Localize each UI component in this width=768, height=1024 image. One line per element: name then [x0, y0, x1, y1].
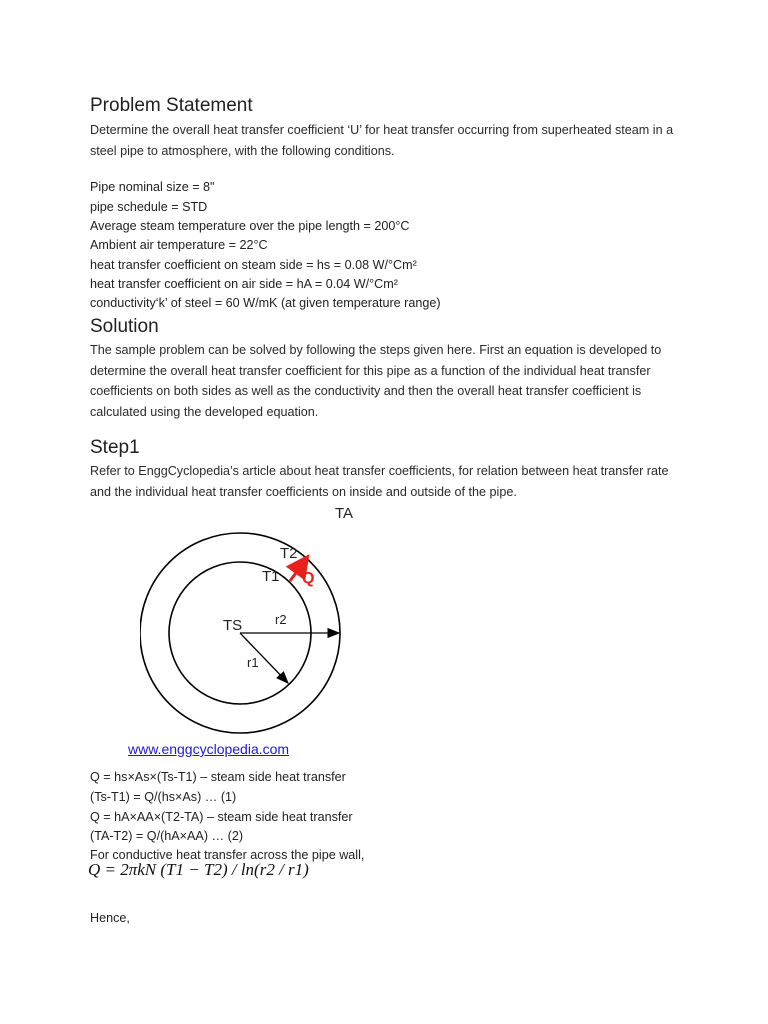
equation-2: (Ts-T1) = Q/(hs×As) … (1)	[90, 790, 237, 804]
problem-heading: Problem Statement	[90, 95, 253, 116]
label-Q: Q	[302, 570, 315, 587]
pipe-cross-section-diagram	[140, 505, 360, 735]
label-Ts: TS	[223, 617, 243, 634]
condition-2: pipe schedule = STD	[90, 200, 208, 214]
conduction-intro: For conductive heat transfer across the pipe wall,	[90, 848, 365, 862]
enggcyclopedia-link[interactable]: www.enggcyclopedia.com	[128, 741, 290, 757]
equation-3: Q = hA×AA×(T2-TA) – steam side heat transfer	[90, 810, 353, 824]
conduction-formula: Q = 2πkN (T1 − T2) / ln(r2 / r1)	[88, 860, 309, 879]
condition-3: Average steam temperature over the pipe length = 200°C	[90, 219, 410, 233]
condition-5: heat transfer coefficient on steam side = hs = 0.08 W/°Cm²	[90, 258, 417, 272]
label-r1: r1	[247, 655, 259, 670]
label-TA: TA	[335, 505, 354, 522]
problem-intro: Determine the overall heat transfer coefficient ‘U’ for heat transfer occurring from superheated steam in a steel pipe to atmosphere, with the following conditions.	[90, 123, 674, 158]
hence-text: Hence,	[90, 911, 130, 925]
label-T1: T1	[262, 568, 280, 585]
label-r2: r2	[275, 612, 287, 627]
solution-text: The sample problem can be solved by following the steps given here. First an equation is developed to determine the overall heat transfer coefficient for this pipe as a function of the individual heat transfer coefficients on both sides as well as the conductivity and then the overall heat transfer coefficient is calculated using the developed equation.	[90, 343, 662, 419]
equation-4: (TA-T2) = Q/(hA×AA) … (2)	[90, 829, 244, 843]
condition-1: Pipe nominal size = 8"	[90, 180, 215, 194]
label-T2: T2	[280, 545, 298, 562]
condition-7: conductivity‘k’ of steel = 60 W/mK (at given temperature range)	[90, 296, 441, 310]
condition-4: Ambient air temperature = 22°C	[90, 238, 268, 252]
step1-heading: Step1	[90, 437, 140, 458]
equation-1: Q = hs×As×(Ts-T1) – steam side heat transfer	[90, 770, 346, 784]
solution-heading: Solution	[90, 316, 159, 337]
step1-text: Refer to EnggCyclopedia’s article about heat transfer coefficients, for relation between heat transfer rate and the individual heat transfer coefficients on inside and outside of the pipe.	[90, 464, 669, 499]
condition-6: heat transfer coefficient on air side = hA = 0.04 W/°Cm²	[90, 277, 398, 291]
